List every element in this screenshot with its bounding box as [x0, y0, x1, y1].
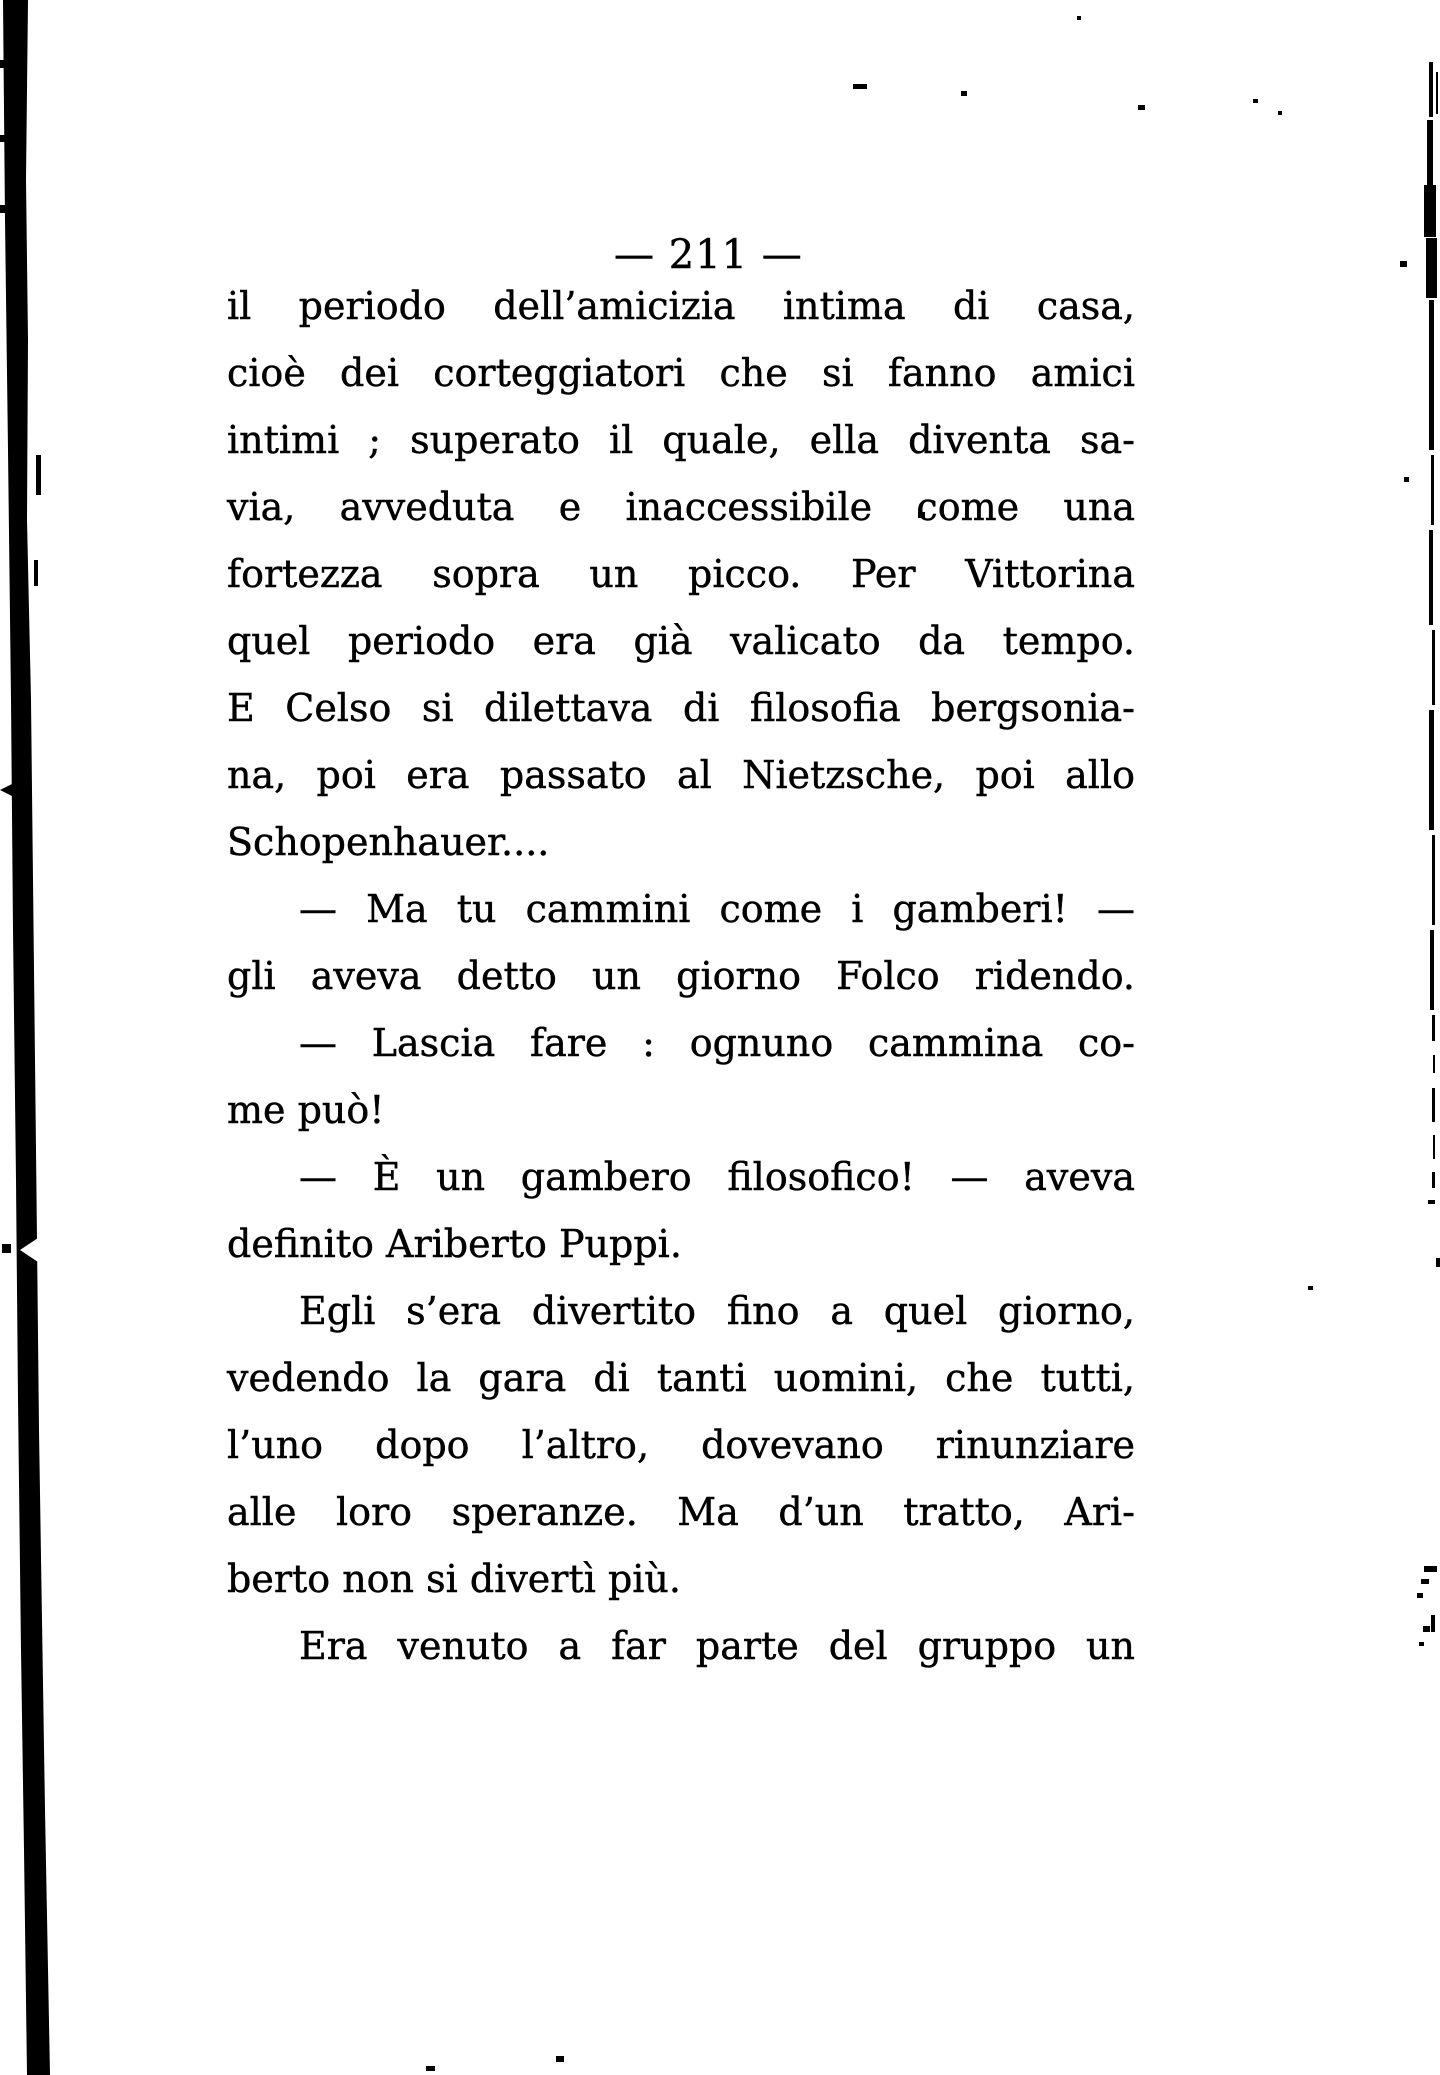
scan-gutter-artifact-left — [0, 0, 60, 2075]
text-line: Schopenhauer.... — [227, 820, 550, 864]
text-line: definito Ariberto Puppi. — [227, 1222, 682, 1266]
text-line: fortezza sopra un picco. Per Vittorina — [227, 552, 1135, 596]
text-line: E Celso si dilettava di filosofia bergsonia- — [227, 686, 1135, 730]
text-line: quel periodo era già valicato da tempo. — [227, 619, 1135, 663]
text-line: l’uno dopo l’altro, dovevano rinunziare — [227, 1423, 1135, 1467]
text-line: alle loro speranze. Ma d’un tratto, Ari- — [227, 1490, 1135, 1534]
text-line: gli aveva detto un giorno Folco ridendo. — [227, 954, 1135, 998]
text-line: vedendo la gara di tanti uomini, che tutti, — [227, 1356, 1135, 1400]
text-line: — Lascia fare : ognuno cammina co- — [299, 1021, 1135, 1065]
text-line: berto non si divertì più. — [227, 1557, 681, 1601]
page-number: — 211 — — [614, 232, 803, 278]
text-line: — Ma tu cammini come i gamberi! — — [299, 887, 1135, 931]
text-line: cioè dei corteggiatori che si fanno amici — [227, 351, 1135, 395]
text-line: Egli s’era divertito fino a quel giorno, — [299, 1289, 1135, 1333]
text-line: intimi ; superato il quale, ella diventa sa- — [227, 418, 1135, 462]
text-line: via, avveduta e inaccessibile come una — [227, 485, 1135, 529]
text-line: — È un gambero filosofico! — aveva — [299, 1155, 1135, 1199]
text-line: il periodo dell’amicizia intima di casa, — [227, 284, 1135, 328]
text-line: na, poi era passato al Nietzsche, poi allo — [227, 753, 1135, 797]
text-line: Era venuto a far parte del gruppo un — [299, 1624, 1135, 1668]
page-text-block — [227, 273, 1135, 1680]
text-line: me può! — [227, 1088, 385, 1132]
